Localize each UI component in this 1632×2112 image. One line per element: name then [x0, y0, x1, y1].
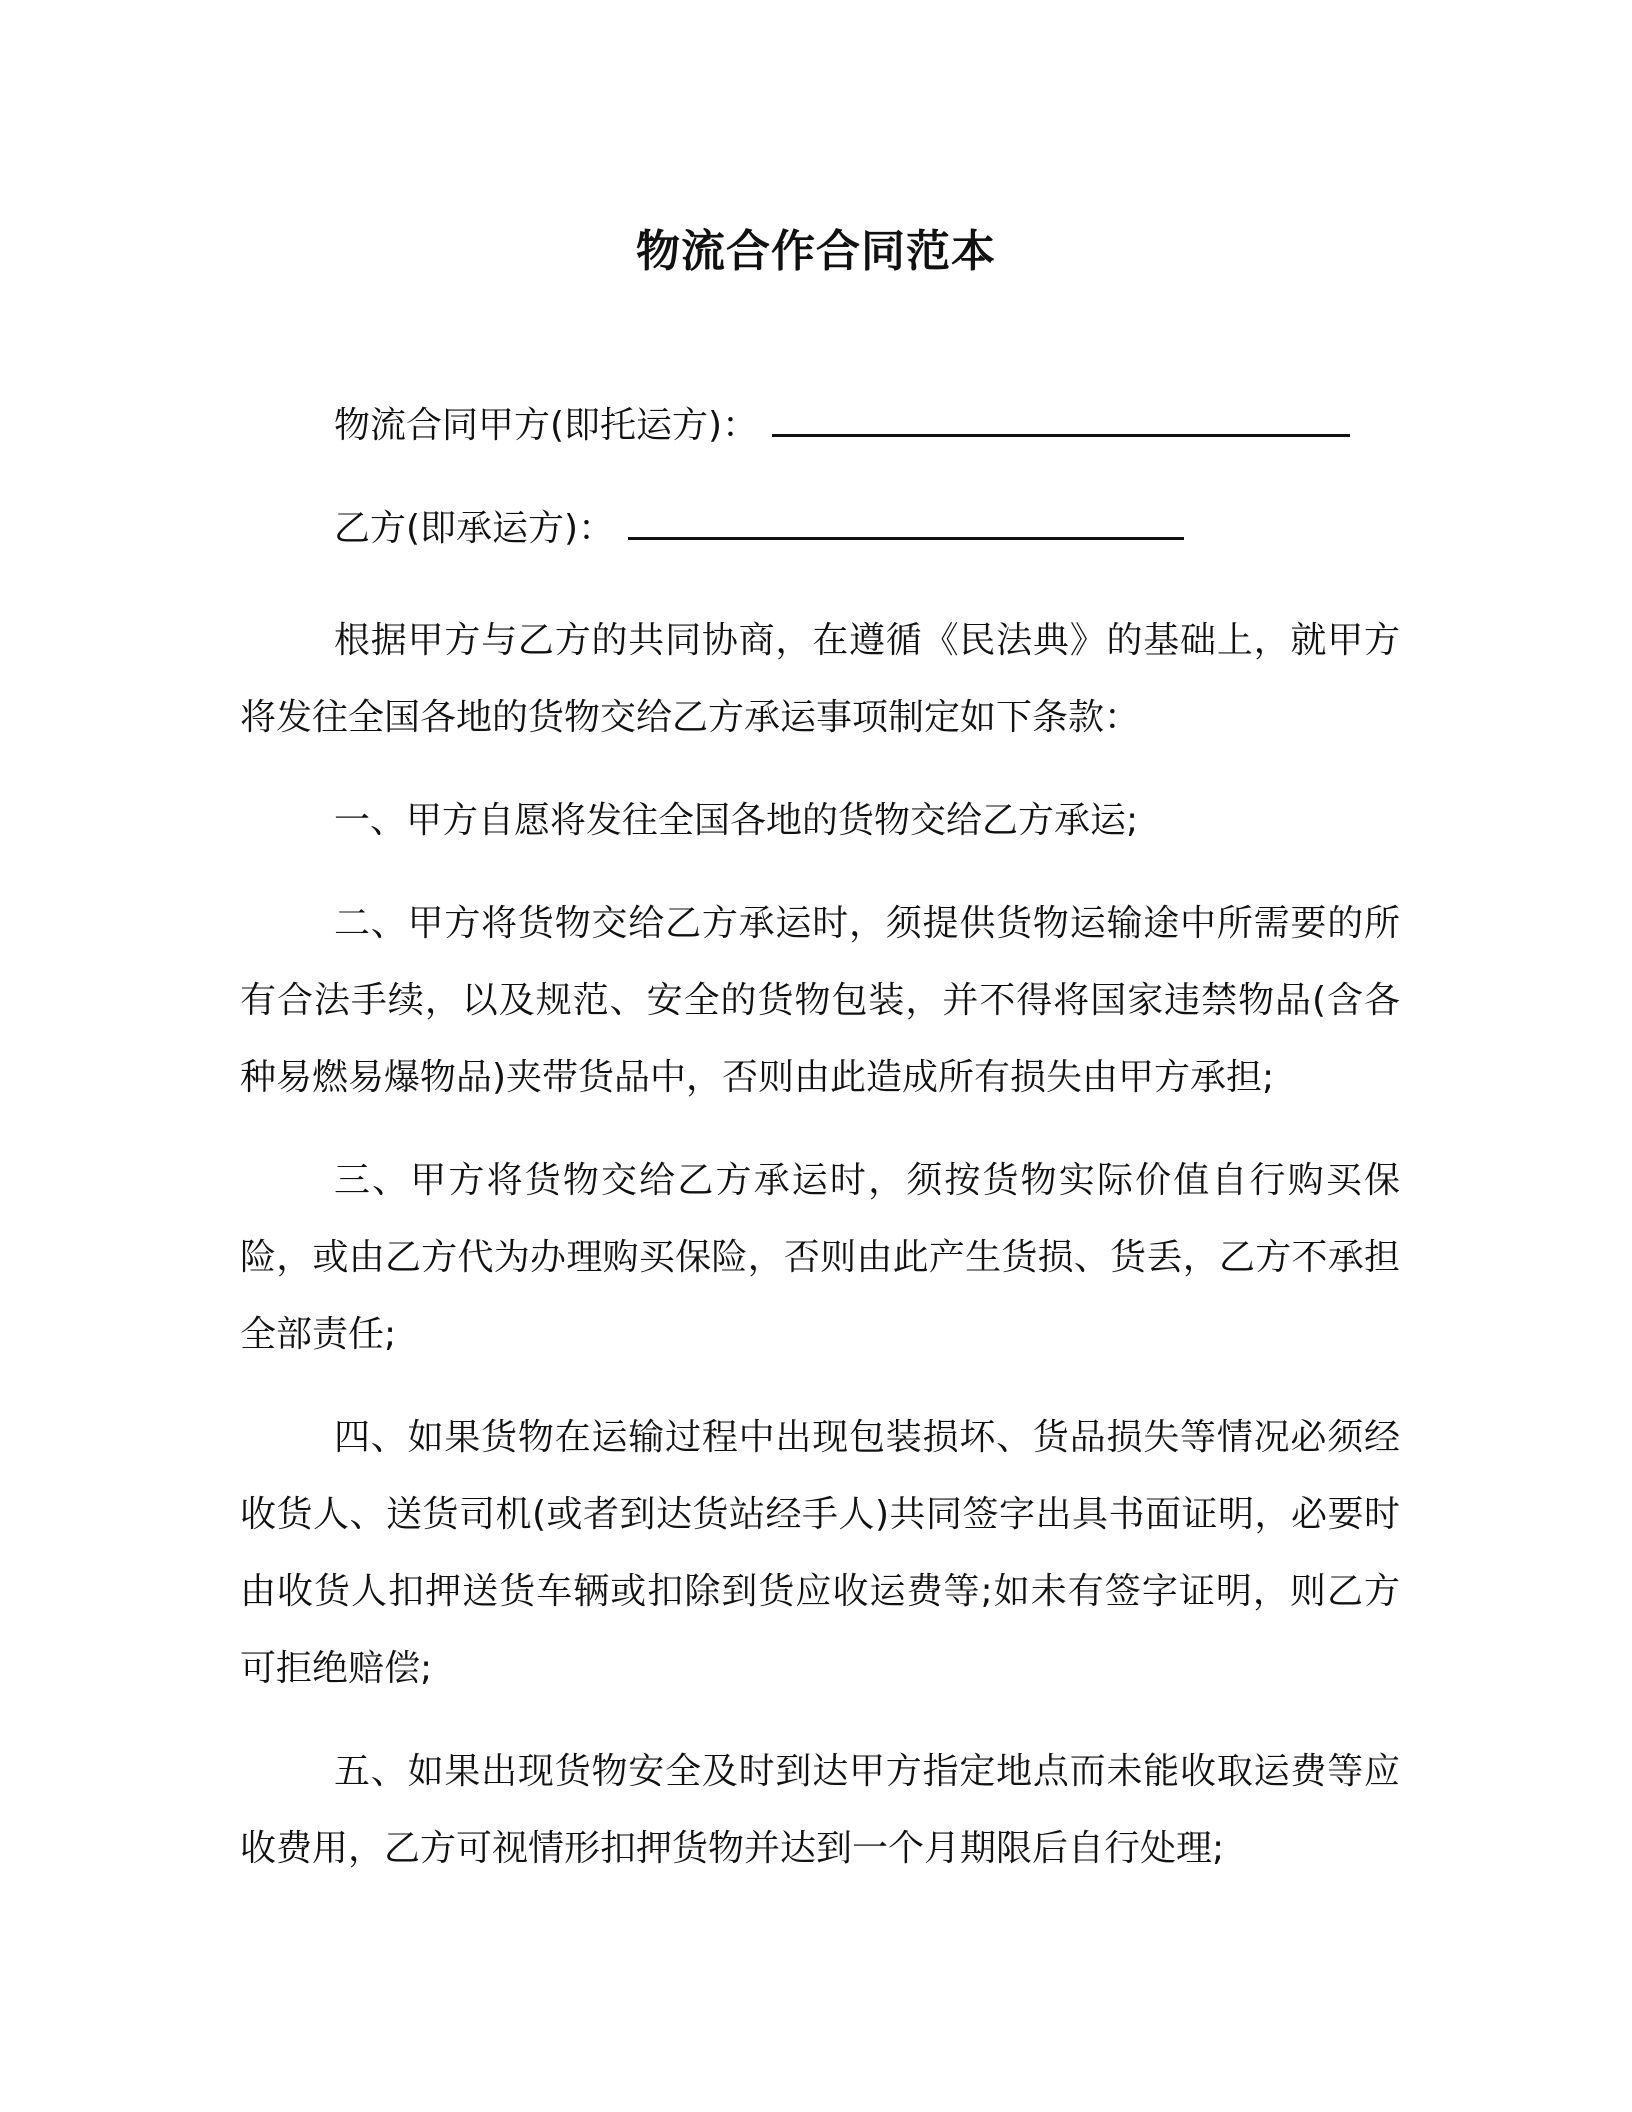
clause-3: 三、甲方将货物交给乙方承运时，须按货物实际价值自行购买保险，或由乙方代为办理购买保险，否则由此产生货损、货丢，乙方不承担全部责任;	[240, 1160, 1400, 1355]
party-b-field	[240, 503, 1400, 554]
clause-2: 二、甲方将货物交给乙方承运时，须提供货物运输途中所需要的所有合法手续，以及规范、安全的货物包装，并不得将国家违禁物品(含各种易燃易爆物品)夹带货品中，否则由此造成所有损失由甲方承担;	[240, 903, 1400, 1098]
clause-4: 四、如果货物在运输过程中出现包装损坏、货品损失等情况必须经收货人、送货司机(或者到达货站经手人)共同签字出具书面证明，必要时由收货人扣押送货车辆或扣除到货应收运费等;如未有签字证明，则乙方可拒绝赔偿;	[240, 1417, 1400, 1689]
party-a-blank-line[interactable]	[772, 400, 1350, 437]
clause-1: 一、甲方自愿将发往全国各地的货物交给乙方承运;	[334, 800, 1139, 841]
party-b-label: 乙方(即承运方)：	[334, 508, 615, 549]
clause-5: 五、如果出现货物安全及时到达甲方指定地点而未能收取运费等应收费用，乙方可视情形扣押货物并达到一个月期限后自行处理;	[240, 1751, 1400, 1869]
intro-paragraph: 根据甲方与乙方的共同协商，在遵循《民法典》的基础上，就甲方将发往全国各地的货物交给乙方承运事项制定如下条款：	[240, 620, 1400, 738]
document-title: 物流合作合同范本	[636, 226, 996, 277]
party-a-label: 物流合同甲方(即托运方)：	[334, 405, 759, 446]
party-b-blank-line[interactable]	[628, 503, 1184, 540]
party-a-field	[240, 400, 1400, 451]
document-body	[240, 400, 1400, 1913]
